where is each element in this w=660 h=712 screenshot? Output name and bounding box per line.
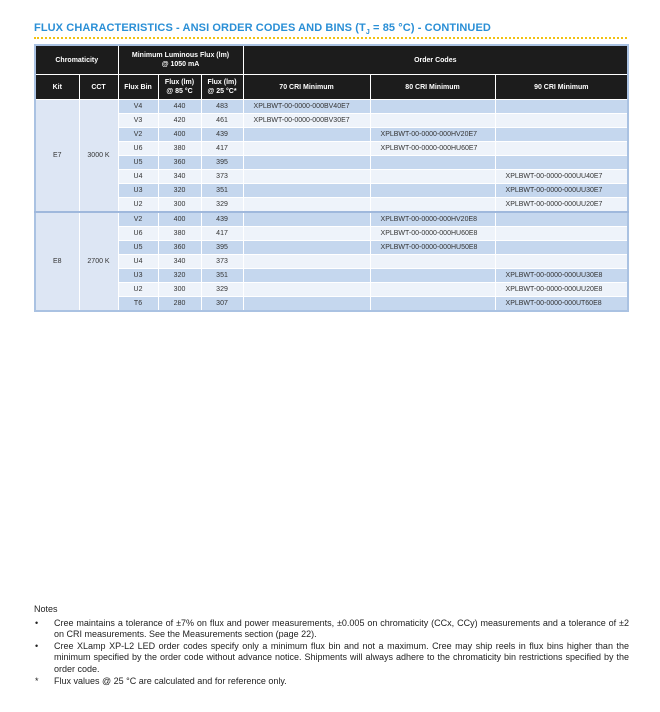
flux-25-cell: 395 [201, 156, 243, 170]
order-code-70-cri [243, 170, 370, 184]
flux-bin-cell: U2 [118, 198, 158, 213]
order-code-70-cri [243, 241, 370, 255]
cct-cell: 2700 K [79, 212, 118, 311]
page-title [34, 22, 491, 36]
flux-85-cell: 280 [158, 297, 201, 312]
table-row [35, 156, 628, 170]
note-item [34, 676, 629, 688]
header-min-flux-line1: Minimum Luminous Flux (lm) [131, 52, 230, 59]
order-code-80-cri [370, 156, 495, 170]
order-code-90-cri: XPLBWT-00-0000-000UU20E8 [495, 283, 628, 297]
flux-85-cell: 360 [158, 156, 201, 170]
order-code-80-cri [370, 170, 495, 184]
order-code-90-cri: XPLBWT-00-0000-000UU20E7 [495, 198, 628, 213]
flux-bin-cell: U5 [118, 156, 158, 170]
table-row [35, 241, 628, 255]
note-text: Cree XLamp XP-L2 LED order codes specify only a minimum flux bin and not a maximum. Cree may ship reels in flux bins higher than the minimum specified by the order code without advance notice. Shipments will always adhere to the chromaticity bin restrictions specified by the order code. [54, 640, 629, 674]
flux-bin-cell: V4 [118, 100, 158, 114]
order-code-90-cri: XPLBWT-00-0000-000UU30E8 [495, 269, 628, 283]
order-code-70-cri [243, 156, 370, 170]
header-order-codes: Order Codes [243, 45, 628, 75]
title-suffix: = 85 °C) - CONTINUED [369, 22, 491, 34]
flux-25-cell: 351 [201, 269, 243, 283]
header-flux-bin: Flux Bin [118, 75, 158, 100]
order-code-90-cri [495, 142, 628, 156]
cct-cell: 3000 K [79, 100, 118, 213]
table-row [35, 170, 628, 184]
table-row [35, 198, 628, 213]
table-row [35, 255, 628, 269]
flux-25-cell: 417 [201, 227, 243, 241]
header-min-flux [118, 45, 243, 75]
order-code-90-cri [495, 227, 628, 241]
flux-85-cell: 380 [158, 142, 201, 156]
table-row [35, 184, 628, 198]
order-code-90-cri: XPLBWT-00-0000-000UU40E7 [495, 170, 628, 184]
note-item [34, 641, 629, 676]
flux-25-cell: 329 [201, 283, 243, 297]
flux-25-cell: 461 [201, 114, 243, 128]
flux-25-cell: 395 [201, 241, 243, 255]
kit-cell: E7 [35, 100, 79, 213]
order-code-70-cri [243, 297, 370, 312]
flux-bin-cell: U3 [118, 269, 158, 283]
order-code-80-cri [370, 297, 495, 312]
order-code-90-cri [495, 255, 628, 269]
order-code-70-cri: XPLBWT-00-0000-000BV40E7 [243, 100, 370, 114]
order-code-70-cri [243, 212, 370, 227]
flux-25-cell: 307 [201, 297, 243, 312]
header-chromaticity: Chromaticity [35, 45, 118, 75]
flux-85-cell: 440 [158, 100, 201, 114]
flux-bin-cell: V2 [118, 212, 158, 227]
title-prefix: FLUX CHARACTERISTICS - ANSI ORDER CODES AND BINS (T [34, 22, 366, 34]
flux-85-cell: 400 [158, 128, 201, 142]
flux-85-cell: 300 [158, 198, 201, 213]
header-flux-25 [201, 75, 243, 100]
flux-85-cell: 320 [158, 184, 201, 198]
order-code-70-cri [243, 184, 370, 198]
table-row [35, 212, 628, 227]
flux-25-cell: 483 [201, 100, 243, 114]
header-flux-85-line1: Flux (lm) [164, 79, 195, 86]
order-code-90-cri: XPLBWT-00-0000-000UU30E7 [495, 184, 628, 198]
notes-section [34, 604, 629, 687]
header-cct: CCT [79, 75, 118, 100]
flux-85-cell: 300 [158, 283, 201, 297]
order-code-80-cri [370, 100, 495, 114]
order-code-80-cri [370, 283, 495, 297]
table-row [35, 269, 628, 283]
flux-25-cell: 417 [201, 142, 243, 156]
table-row [35, 283, 628, 297]
header-kit: Kit [35, 75, 79, 100]
flux-bin-cell: U3 [118, 184, 158, 198]
note-asterisk: * [35, 675, 39, 686]
title-subscript: J [365, 29, 370, 37]
order-code-70-cri [243, 283, 370, 297]
flux-85-cell: 400 [158, 212, 201, 227]
flux-bin-cell: V3 [118, 114, 158, 128]
order-code-90-cri [495, 212, 628, 227]
order-code-90-cri [495, 241, 628, 255]
note-text: Flux values @ 25 °C are calculated and for reference only. [54, 675, 287, 686]
order-code-70-cri [243, 255, 370, 269]
table-row [35, 142, 628, 156]
note-text: Cree maintains a tolerance of ±7% on flux and power measurements, ±0.005 on chromaticity (CCx, CCy) measurements and a tolerance of ±2 on CRI measurements. See the Measurements section (page 22). [54, 617, 629, 640]
order-code-80-cri [370, 269, 495, 283]
header-flux-25-line1: Flux (lm) [207, 79, 237, 86]
table-row [35, 227, 628, 241]
flux-85-cell: 420 [158, 114, 201, 128]
flux-25-cell: 351 [201, 184, 243, 198]
order-code-70-cri [243, 198, 370, 213]
order-code-80-cri: XPLBWT-00-0000-000HU50E8 [370, 241, 495, 255]
header-cri-80: 80 CRI Minimum [370, 75, 495, 100]
flux-bin-cell: T6 [118, 297, 158, 312]
order-code-80-cri [370, 198, 495, 213]
note-bullet: • [35, 617, 39, 628]
flux-table [34, 44, 629, 312]
flux-bin-cell: U4 [118, 170, 158, 184]
header-min-flux-line2: @ 1050 mA [161, 61, 200, 68]
kit-cell: E8 [35, 212, 79, 311]
note-item [34, 618, 629, 641]
order-code-80-cri [370, 255, 495, 269]
flux-bin-cell: U6 [118, 227, 158, 241]
order-code-80-cri: XPLBWT-00-0000-000HV20E7 [370, 128, 495, 142]
flux-bin-cell: U2 [118, 283, 158, 297]
header-cri-70: 70 CRI Minimum [243, 75, 370, 100]
order-code-80-cri: XPLBWT-00-0000-000HV20E8 [370, 212, 495, 227]
note-bullet: • [35, 640, 39, 651]
flux-85-cell: 360 [158, 241, 201, 255]
flux-85-cell: 380 [158, 227, 201, 241]
order-code-70-cri [243, 142, 370, 156]
table-row [35, 114, 628, 128]
table-row [35, 297, 628, 312]
header-flux-25-line2: @ 25 °C* [207, 88, 237, 95]
order-code-70-cri: XPLBWT-00-0000-000BV30E7 [243, 114, 370, 128]
header-cri-90: 90 CRI Minimum [495, 75, 628, 100]
order-code-80-cri: XPLBWT-00-0000-000HU60E8 [370, 227, 495, 241]
flux-25-cell: 439 [201, 212, 243, 227]
order-code-90-cri [495, 100, 628, 114]
flux-85-cell: 340 [158, 170, 201, 184]
flux-bin-cell: V2 [118, 128, 158, 142]
flux-25-cell: 329 [201, 198, 243, 213]
header-flux-85 [158, 75, 201, 100]
flux-85-cell: 340 [158, 255, 201, 269]
order-code-80-cri [370, 184, 495, 198]
order-code-90-cri [495, 114, 628, 128]
flux-bin-cell: U6 [118, 142, 158, 156]
order-code-80-cri [370, 114, 495, 128]
flux-25-cell: 439 [201, 128, 243, 142]
order-code-90-cri [495, 128, 628, 142]
flux-25-cell: 373 [201, 170, 243, 184]
flux-bin-cell: U4 [118, 255, 158, 269]
table-row [35, 100, 628, 114]
flux-bin-cell: U5 [118, 241, 158, 255]
flux-85-cell: 320 [158, 269, 201, 283]
header-flux-85-line2: @ 85 °C [166, 88, 193, 95]
order-code-90-cri [495, 156, 628, 170]
table-row [35, 128, 628, 142]
flux-25-cell: 373 [201, 255, 243, 269]
table-body [35, 100, 628, 312]
title-divider [34, 37, 627, 39]
order-code-70-cri [243, 269, 370, 283]
notes-heading: Notes [34, 604, 58, 614]
order-code-70-cri [243, 227, 370, 241]
order-code-70-cri [243, 128, 370, 142]
order-code-90-cri: XPLBWT-00-0000-000UT60E8 [495, 297, 628, 312]
order-code-80-cri: XPLBWT-00-0000-000HU60E7 [370, 142, 495, 156]
